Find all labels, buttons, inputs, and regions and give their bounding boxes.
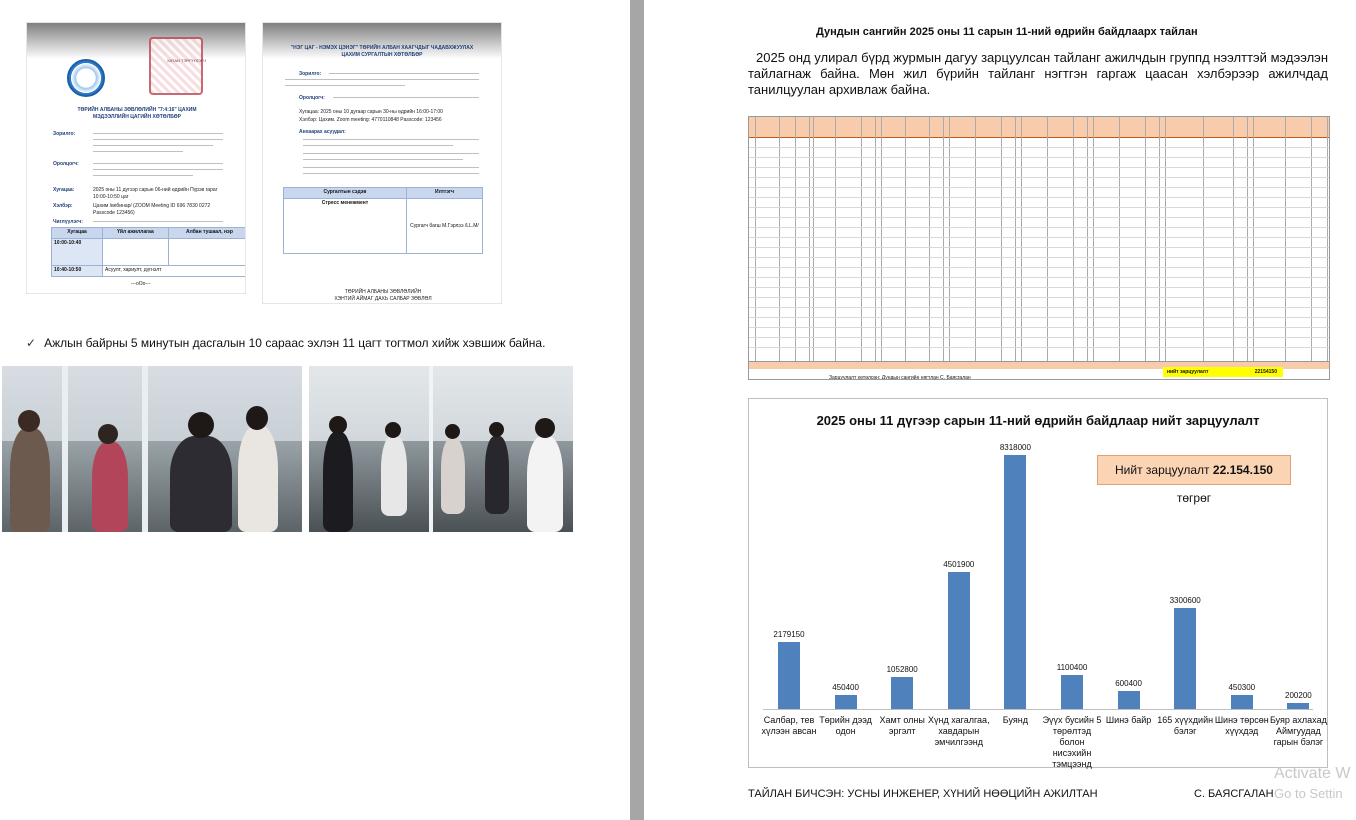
stamp-icon	[149, 37, 203, 95]
doc2-sign-line1: ТӨРИЙН АЛБАНЫ ЗӨВЛӨЛИЙН	[344, 289, 422, 295]
doc1-row2-time: 10:40-10:50	[52, 266, 103, 277]
doc2-title-line1: "НЭГ ЦАГ - НЭМЭХ ЦЭНЭГ" ТӨРИЙН АЛБАН ХААГЧДЫГ ЧАДАВХЖУУЛАХ	[290, 45, 474, 51]
page-divider	[630, 0, 644, 820]
chart-data-label: 600400	[1115, 678, 1142, 688]
chart-title: 2025 оны 11 дүгээр сарын 11-ний өдрийн байдлаар нийт зарцуулалт	[816, 413, 1260, 428]
exercise-photo-2	[309, 366, 573, 532]
chart-data-label: 4501900	[943, 559, 975, 569]
chart-category-label: Салбар, тев хүлээн авсан	[761, 715, 817, 736]
expense-spreadsheet-image	[748, 116, 1330, 380]
left-document-page	[0, 0, 630, 820]
chart-category-label: Буянд	[1002, 715, 1028, 725]
watermark-line1: Activate W	[1274, 765, 1351, 782]
doc2-place-line: Хэлбэр: Цахим. Zoom meeting: 4770110848 Passcode: 123456	[299, 117, 442, 123]
emblem-icon	[67, 59, 105, 97]
checkmark-icon: ✓	[26, 336, 37, 350]
chart-bar	[1061, 675, 1083, 709]
sheet-header-row	[749, 117, 1329, 138]
doc1-lead-label: Чиглүүлэгч:	[53, 219, 83, 225]
header-band	[27, 23, 245, 59]
watermark-line2: Go to Settin	[1274, 786, 1343, 801]
sheet-total-label: нийт зарцуулалт	[1167, 369, 1209, 375]
doc2-target-label: Оролцогч:	[299, 95, 325, 101]
doc2-sign-line2: ХЭНТИЙ АЙМАГ ДАХЬ САЛБАР ЗӨВЛӨЛ	[334, 296, 432, 302]
chart-total-label: Нийт зарцуулалт	[1115, 463, 1210, 477]
right-document-page	[644, 0, 1356, 820]
chart-bar	[1231, 695, 1253, 709]
doc1-goal-label: Зорилго:	[53, 131, 76, 137]
exercise-photo-1	[2, 366, 302, 532]
sheet-total-value: 22154150	[1254, 369, 1277, 375]
logo-lettering: ХАТАН ТЭРГҮҮЛЭГЧ	[167, 58, 206, 63]
doc2-rules-head: Анхаарах асуудал:	[299, 129, 346, 135]
chart-category-label: Төрийн дээд одон	[819, 715, 872, 736]
doc1-title-line1: ТӨРИЙН АЛБАНЫ ЗӨВЛӨЛИЙН "7:4:16" ЦАХИМ	[77, 107, 197, 113]
embedded-program-document-1	[26, 22, 246, 294]
chart-total-box	[1097, 455, 1291, 505]
doc2-speaker: Сургагч багш М.Гэрлээ /LL.M/	[407, 199, 483, 254]
expense-bar-chart	[748, 398, 1328, 768]
signer-name: С. БАЯСГАЛАН	[1194, 788, 1274, 800]
doc1-th-activity: Үйл ажиллагаа	[103, 228, 169, 239]
chart-category-label: Хүнд хагалгаа, хавдарын эмчилгээнд	[928, 715, 990, 747]
doc2-th-speaker: Илтгэгч	[407, 188, 483, 199]
doc1-th-person: Албан тушаал, нэр	[168, 228, 246, 239]
doc1-place-value: Цахим /вебинар/ (ZOOM Meeting ID 696 7830 0272 Passcode 123456)	[93, 203, 211, 216]
doc2-th-topic: Сургалтын сэдэв	[284, 188, 407, 199]
doc1-footer: ---oOo---	[131, 281, 151, 287]
doc1-th-time: Хугацаа	[52, 228, 103, 239]
chart-bar	[1004, 455, 1026, 709]
chart-data-label: 450400	[832, 683, 859, 693]
doc2-goal-label: Зорилго:	[299, 71, 322, 77]
doc1-time-value: 2025 оны 11 дүгээр сарын 06-ний өдрийн Пүрэв гараг 10:00-10:50 цаг	[93, 187, 218, 200]
chart-baseline	[763, 709, 1313, 710]
activation-watermark	[1274, 764, 1350, 804]
chart-bar	[778, 642, 800, 709]
chart-bar	[835, 695, 857, 709]
chart-data-label: 8318000	[999, 443, 1031, 452]
sheet-total	[1163, 367, 1283, 377]
sheet-note: Зарцуулалт хөтөлсөн: Дундын сангийн нягтлан С. Баясгалан	[829, 375, 971, 380]
chart-data-label: 3300600	[1169, 596, 1201, 606]
chart-category-label: Шинэ байр	[1105, 715, 1152, 725]
embedded-program-document-2	[262, 22, 502, 304]
chart-bar	[1118, 691, 1140, 709]
doc1-target-label: Оролцогч:	[53, 161, 79, 167]
doc1-title-line2: МЭДЭЭЛЛИЙН ЦАГИЙН ХӨТӨЛБӨР	[92, 114, 182, 120]
doc1-place-label: Хэлбэр:	[53, 203, 73, 209]
report-title: Дундын сангийн 2025 оны 11 сарын 11-ний өдрийн байдлаарх тайлан	[816, 26, 1198, 38]
chart-data-label: 1100400	[1056, 663, 1088, 673]
chart-total-unit: төгрөг	[1176, 491, 1212, 505]
chart-bar	[891, 677, 913, 709]
doc2-topic-table	[283, 187, 483, 254]
chart-category-label: 165 хүүхдийн бэлэг	[1157, 715, 1214, 736]
doc2-title-line2: ЦАХИМ СУРГАЛТЫН ХӨТӨЛБӨР	[341, 52, 423, 58]
report-paragraph: 2025 онд улирал бүрд журмын дагуу зарцуулсан тайланг ажилчдын группд нээлттэй мэдээлэн тайлагнаж байна. Мөн жил бүрийн тайланг нэгтгэн гаргаж цаасан хэлбэрээр ажилчдад танилцуулан архивлаж байна.	[748, 50, 1328, 97]
chart-data-label: 450300	[1228, 683, 1256, 693]
chart-category-label: Шинэ төрсөн хүүхдэд	[1214, 715, 1269, 736]
checklist-item-text: Ажлын байрны 5 минутын дасгалын 10 сараас эхлэн 11 цагт тогтмол хийж хэвшиж байна.	[44, 336, 546, 350]
doc1-row1-time: 10:00-10:40	[52, 239, 103, 266]
chart-data-label: 2179150	[773, 630, 805, 640]
chart-bar	[1174, 608, 1196, 709]
chart-bar	[948, 572, 970, 709]
chart-category-label: Эүүх бусийн 5 төрөлтэд болон нисэхийн тэмцээнд	[1042, 715, 1102, 769]
chart-data-label: 1052800	[886, 664, 918, 674]
chart-bar	[1287, 703, 1309, 709]
doc1-time-label: Хугацаа:	[53, 187, 75, 193]
checklist-item	[26, 336, 545, 350]
doc1-schedule-table	[51, 227, 246, 277]
doc2-time-line: Хугацаа: 2025 оны 10 дугаар сарын 30-ны өдрийн 16:00-17:00	[299, 109, 443, 115]
doc2-topic: Стресс менежмент	[284, 199, 407, 254]
chart-category-label: Хамт олны эргэлт	[879, 715, 925, 736]
chart-data-label: 200200	[1285, 690, 1312, 700]
signature-label: ТАЙЛАН БИЧСЭН: УСНЫ ИНЖЕНЕР, ХҮНИЙ НӨӨЦИЙН АЖИЛТАН	[748, 788, 1098, 800]
chart-total-value: 22.154.150	[1212, 463, 1273, 477]
chart-category-label: Буяр ахлахад Аймгуудад гарын бэлэг	[1269, 715, 1327, 747]
doc1-row2-text: Асуулт, хариулт, дүгнэлт	[103, 266, 246, 277]
